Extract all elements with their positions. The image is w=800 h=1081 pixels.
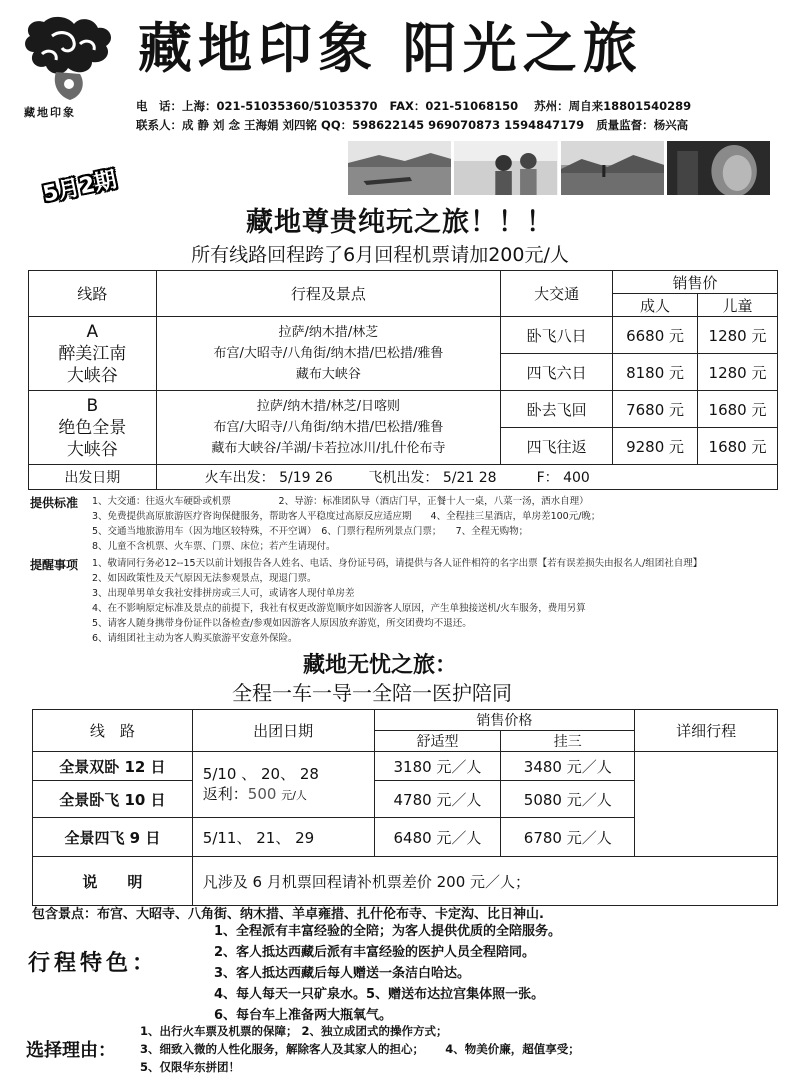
comfort-price-cell: 4780 元／人 bbox=[374, 781, 501, 818]
section2-subtitle: 全程一车一导一全陪一医护陪同 bbox=[232, 681, 512, 705]
list-item: 5、交通当地旅游用车（因为地区较特殊，不开空调） 6、门票行程所列景点门票； 7、全程无购物； bbox=[92, 526, 529, 537]
reasons-list bbox=[140, 1022, 580, 1076]
list-item: 1、全程派有丰富经验的全陪；为客人提供优质的全陪服务。 bbox=[214, 924, 562, 939]
list-item: 2、如因政策性及天气原因无法参观景点，现退门票。 bbox=[92, 573, 317, 584]
flight-departure: 飞机出发： 5/21 28 bbox=[368, 470, 497, 486]
section1-subtitle: 所有线路回程跨了6月回程机票请加200元/人 bbox=[191, 244, 569, 266]
contact-line-2 bbox=[136, 117, 688, 133]
reminder-list bbox=[92, 556, 792, 646]
route-a-code: A bbox=[86, 321, 99, 342]
comfort-price-cell: 3180 元／人 bbox=[374, 752, 501, 781]
brand-title: 藏地印象 阳光之旅 bbox=[138, 16, 643, 80]
note-text: 凡涉及 6 月机票回程请补机票差价 200 元／人； bbox=[192, 857, 777, 906]
route-cell: 全景四飞 9 日 bbox=[33, 818, 193, 857]
col-route-header: 线路 bbox=[29, 271, 157, 317]
features-label: 行程特色： bbox=[28, 951, 159, 976]
col-comfort-header: 舒适型 bbox=[374, 731, 501, 752]
list-item: 6、每台车上准备两大瓶氧气。 bbox=[214, 1008, 393, 1023]
route-b-name-1: 绝色全景 bbox=[58, 417, 127, 438]
elder-portrait-photo bbox=[667, 141, 770, 195]
note-row bbox=[33, 857, 778, 906]
contacts-label: 联系人： bbox=[136, 118, 182, 132]
col-price-header: 销售价 bbox=[613, 271, 778, 294]
route-b-itinerary bbox=[156, 391, 501, 465]
child-price-cell: 1680 元 bbox=[698, 391, 778, 428]
list-item: 5、请客人随身携带身份证件以备检查/参观如因游客人原因放弃游览，所交团费均不退还。 bbox=[92, 618, 472, 629]
itinerary-line: 藏布大峡谷/羊湖/卡若拉冰川/扎什伦布寺 bbox=[211, 441, 446, 456]
rebate-label: 返利： bbox=[202, 784, 248, 803]
col-price-header: 销售价格 bbox=[374, 710, 635, 731]
list-item: 2、客人抵达西藏后派有丰富经验的医护人员全程陪同。 bbox=[214, 945, 536, 960]
transport-cell: 四飞往返 bbox=[501, 428, 613, 465]
route-a-name-2: 大峡谷 bbox=[66, 365, 118, 386]
rebate-value: 500 bbox=[247, 784, 277, 803]
col-detail-header: 详细行程 bbox=[635, 710, 778, 752]
comfort-price-cell: 6480 元／人 bbox=[374, 818, 501, 857]
lake-photo bbox=[348, 141, 451, 195]
itinerary-line: 布宫/大昭寺/八角街/纳木措/巴松措/雅鲁 bbox=[213, 346, 444, 361]
list-item: 8、儿童不含机票、火车票、门票、床位；若产生请现付。 bbox=[92, 541, 336, 552]
hang3-price-cell: 5080 元／人 bbox=[501, 781, 635, 818]
phone-label: 电 话：上海： bbox=[136, 99, 217, 113]
dates-a: 5/10 、 20、 28 bbox=[202, 764, 319, 783]
route-b-name bbox=[29, 391, 157, 465]
route-a-name-1: 醉美江南 bbox=[58, 343, 127, 364]
col-adult-header: 成人 bbox=[613, 294, 698, 317]
reminder-label: 提醒事项 bbox=[30, 558, 79, 572]
quality-label: 质量监督： bbox=[596, 118, 654, 132]
list-item: 4、每人每天一只矿泉水。5、赠送布达拉宫集体照一张。 bbox=[214, 987, 545, 1002]
rebate-unit: 元/人 bbox=[281, 788, 307, 802]
col-route-header: 线 路 bbox=[33, 710, 193, 752]
itinerary-line: 拉萨/纳木措/林芝/日喀则 bbox=[256, 399, 400, 414]
qq-label: QQ： bbox=[321, 118, 353, 132]
list-item: 5、仅限华东拼团！ bbox=[140, 1060, 241, 1074]
itinerary-line: 布宫/大昭寺/八角街/纳木措/巴松措/雅鲁 bbox=[213, 420, 444, 435]
adult-price-cell: 8180 元 bbox=[613, 354, 698, 391]
route-a-name bbox=[29, 317, 157, 391]
transport-cell: 卧飞八日 bbox=[501, 317, 613, 354]
transport-cell: 卧去飞回 bbox=[501, 391, 613, 428]
phone-number: 021-51035360/51035370 bbox=[216, 99, 378, 113]
photo-strip bbox=[348, 141, 770, 195]
table-row bbox=[29, 317, 778, 354]
list-item: 3、出现单男单女我社安排拼房或三人可，或请客人现付单房差 bbox=[92, 588, 355, 599]
suzhou-label: 苏州： bbox=[534, 99, 569, 113]
qq-numbers: 598622145 969070873 1594847179 bbox=[352, 118, 585, 132]
list-item: 3、客人抵达西藏后每人赠送一条洁白哈达。 bbox=[214, 966, 471, 981]
departure-dates bbox=[156, 465, 777, 490]
cloud-logo-icon bbox=[22, 14, 120, 118]
col-hang3-header: 挂三 bbox=[501, 731, 635, 752]
quality-name: 杨兴高 bbox=[653, 118, 689, 132]
section2-title: 藏地无忧之旅： bbox=[302, 653, 457, 678]
logo-text: 藏地印象 bbox=[24, 106, 76, 119]
rebate bbox=[203, 784, 374, 806]
col-itinerary-header: 行程及景点 bbox=[156, 271, 501, 317]
train-departure: 火车出发： 5/19 26 bbox=[204, 470, 333, 486]
detail-cell bbox=[635, 752, 778, 857]
children-photo bbox=[454, 141, 557, 195]
included-sights: 包含景点：布宫、大昭寺、八角街、纳木措、羊卓雍措、扎什伦布寺、卡定沟、比日神山. bbox=[32, 907, 544, 922]
list-item: 1、出行火车票及机票的保障； 2、独立成团式的操作方式； bbox=[140, 1024, 448, 1038]
route-price-table-1 bbox=[28, 270, 778, 490]
table-row bbox=[29, 391, 778, 428]
hang3-price-cell: 3480 元／人 bbox=[501, 752, 635, 781]
section1-title: 藏地尊贵纯玩之旅！！！ bbox=[246, 207, 554, 238]
departure-row bbox=[29, 465, 778, 490]
itinerary-line: 藏布大峡谷 bbox=[295, 367, 361, 382]
hang3-price-cell: 6780 元／人 bbox=[501, 818, 635, 857]
service-list bbox=[92, 494, 792, 554]
edition-badge: 5月2期 bbox=[40, 167, 119, 208]
note-label: 说 明 bbox=[33, 857, 193, 906]
table-header-row bbox=[29, 271, 778, 294]
reasons-label: 选择理由： bbox=[26, 1040, 116, 1061]
route-cell: 全景卧飞 10 日 bbox=[33, 781, 193, 818]
fax-label: FAX： bbox=[389, 99, 426, 113]
contact-line-1 bbox=[136, 98, 691, 114]
departure-label: 出发日期 bbox=[29, 465, 157, 490]
departure-dates-b: 5/11、 21、 29 bbox=[192, 818, 374, 857]
col-date-header: 出团日期 bbox=[192, 710, 374, 752]
route-a-itinerary bbox=[156, 317, 501, 391]
departure-dates-a bbox=[192, 752, 374, 818]
route-cell: 全景双卧 12 日 bbox=[33, 752, 193, 781]
table-header-row bbox=[33, 710, 778, 731]
table-row bbox=[33, 752, 778, 781]
child-price-cell: 1280 元 bbox=[698, 354, 778, 391]
fax-number: 021-51068150 bbox=[425, 99, 519, 113]
transport-cell: 四飞六日 bbox=[501, 354, 613, 391]
list-item: 3、细致入微的人性化服务，解除客人及其家人的担心； 4、物美价廉，超值享受； bbox=[140, 1042, 580, 1056]
child-price-cell: 1280 元 bbox=[698, 317, 778, 354]
adult-price-cell: 7680 元 bbox=[613, 391, 698, 428]
suzhou-contact: 周自来18801540289 bbox=[568, 99, 692, 113]
route-b-name-2: 大峡谷 bbox=[66, 439, 118, 460]
list-item: 3、免费提供高原旅游医疗咨询保健服务，帮助客人平稳度过高原反应适应期 4、全程挂三星酒店，单房差100元/晚； bbox=[92, 511, 601, 522]
fare-note: F： 400 bbox=[536, 470, 590, 486]
child-price-cell: 1680 元 bbox=[698, 428, 778, 465]
col-child-header: 儿童 bbox=[698, 294, 778, 317]
itinerary-line: 拉萨/纳木措/林芝 bbox=[278, 325, 379, 340]
features-list bbox=[214, 921, 561, 1026]
adult-price-cell: 9280 元 bbox=[613, 428, 698, 465]
list-item: 1、敬请同行务必12--15天以前计划报告各人姓名、电话、身份证号码，请提供与各人证件相符的名字出票【若有误差损失由报名人/组团社自理】 bbox=[92, 558, 703, 569]
mountain-lake-photo bbox=[561, 141, 664, 195]
list-item: 6、请组团社主动为客人购买旅游平安意外保险。 bbox=[92, 633, 298, 644]
col-transport-header: 大交通 bbox=[501, 271, 613, 317]
service-label: 提供标准 bbox=[30, 496, 79, 510]
contacts-names: 成 静 刘 念 王海娟 刘四铭 bbox=[182, 118, 318, 132]
list-item: 1、大交通：往返火车硬卧或机票 2、导游：标准团队导（酒店门早，正餐十人一桌，八菜一汤，酒水自理） bbox=[92, 496, 589, 507]
route-b-code: B bbox=[86, 395, 99, 416]
adult-price-cell: 6680 元 bbox=[613, 317, 698, 354]
list-item: 4、在不影响原定标准及景点的前提下，我社有权更改游览顺序如因游客人原因，产生单独接送机/火车服务，费用另算 bbox=[92, 603, 586, 614]
route-price-table-2 bbox=[32, 709, 778, 906]
